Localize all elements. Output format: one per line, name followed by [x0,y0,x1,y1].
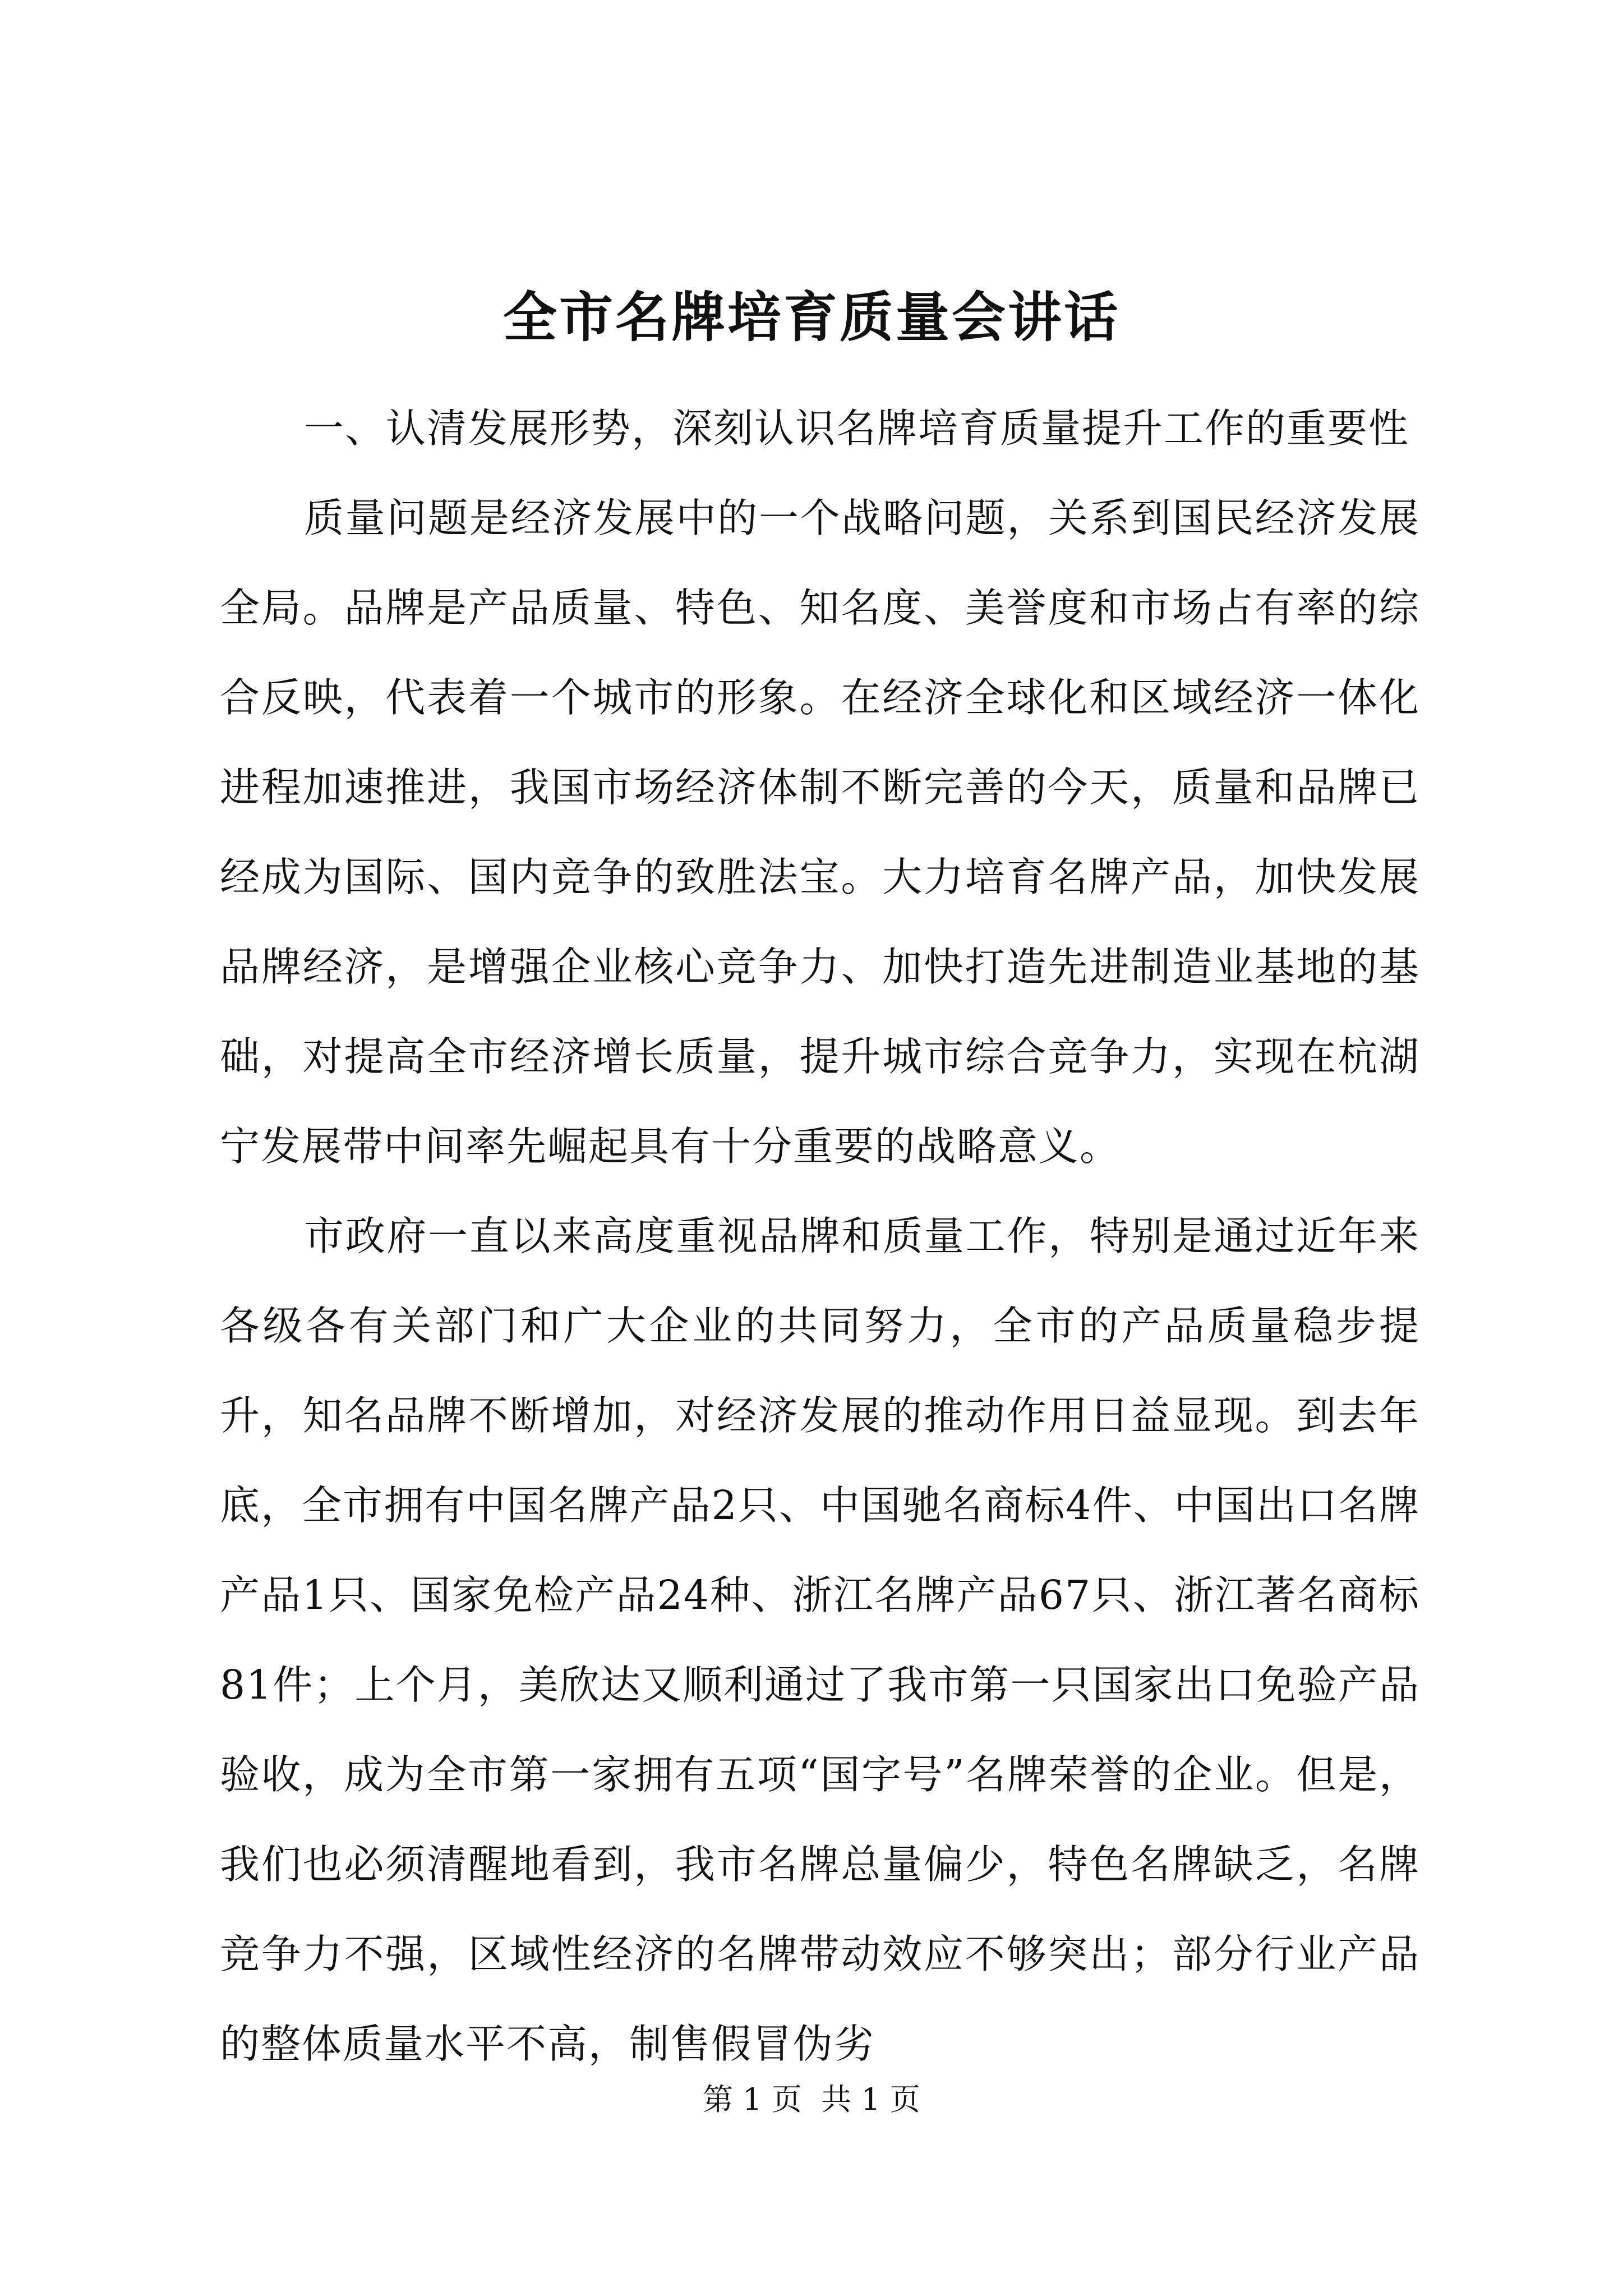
body-paragraph: 市政府一直以来高度重视品牌和质量工作，特别是通过近年来各级各有关部门和广大企业的共同努力，全市的产品质量稳步提升，知名品牌不断增加，对经济发展的推动作用日益显现。到去年底，全市拥有中国名牌产品2只、中国驰名商标4件、中国出口名牌产品1只、国家免检产品24种、浙江名牌产品67只、浙江著名商标81件；上个月，美欣达又顺利通过了我市第一只国家出口免验产品验收，成为全市第一家拥有五项“国字号”名牌荣誉的企业。但是，我们也必须清醒地看到，我市名牌总量偏少，特色名牌缺乏，名牌竞争力不强，区域性经济的名牌带动效应不够突出；部分行业产品的整体质量水平不高，制售假冒伪劣 [220,1213,1420,2067]
page-footer [0,2080,1623,2119]
document-body [220,384,1420,2089]
section-heading: 一、认清发展形势，深刻认识名牌培育质量提升工作的重要性 [304,405,1410,452]
page-number-label: 第 1 页 共 1 页 [703,2082,920,2117]
document-title: 全市名牌培育质量会讲话 [503,286,1120,349]
body-paragraph: 质量问题是经济发展中的一个战略问题，关系到国民经济发展全局。品牌是产品质量、特色、知名度、美誉度和市场占有率的综合反映，代表着一个城市的形象。在经济全球化和区域经济一体化进程加速推进，我国市场经济体制不断完善的今天，质量和品牌已经成为国际、国内竞争的致胜法宝。大力培育名牌产品，加快发展品牌经济，是增强企业核心竞争力、加快打造先进制造业基地的基础，对提高全市经济增长质量，提升城市综合竞争力，实现在杭湖宁发展带中间率先崛起具有十分重要的战略意义。 [220,495,1420,1170]
